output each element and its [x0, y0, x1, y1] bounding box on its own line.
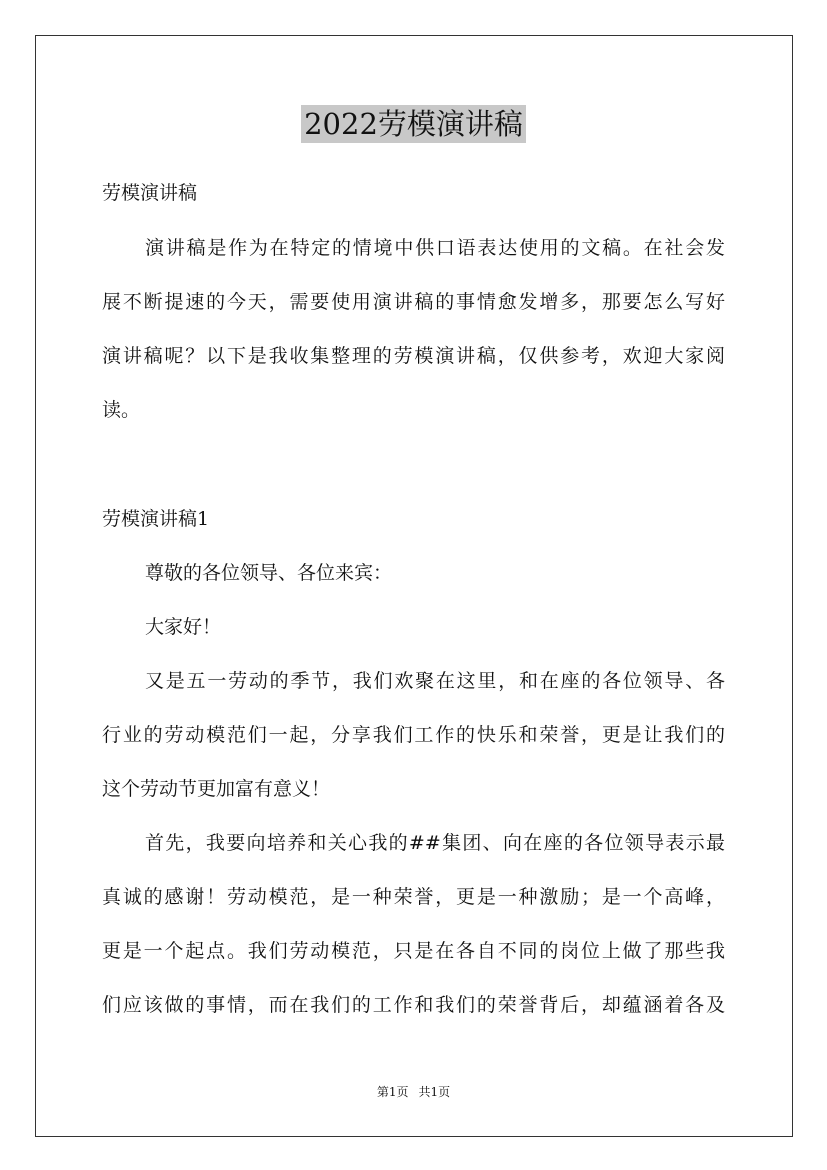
paragraph-line: 行业的劳动模范们一起，分享我们工作的快乐和荣誉，更是让我们的 — [102, 724, 725, 746]
paragraph-line: 真诚的感谢！劳动模范，是一种荣誉，更是一种激励；是一个高峰， — [102, 886, 725, 908]
paragraph-line: 首先，我要向培养和关心我的##集团、向在座的各位领导表示最 — [145, 832, 725, 854]
speech-salutation: 尊敬的各位领导、各位来宾： — [145, 562, 393, 584]
intro-line: 展不断提速的今天，需要使用演讲稿的事情愈发增多，那要怎么写好 — [102, 291, 725, 313]
page-total: 共1页 — [418, 1085, 451, 1099]
page-number: 第1页 — [376, 1085, 409, 1099]
paragraph-line: 们应该做的事情，而在我们的工作和我们的荣誉背后，却蕴涵着各及 — [102, 994, 725, 1016]
title-container — [0, 105, 827, 143]
intro-line: 演讲稿是作为在特定的情境中供口语表达使用的文稿。在社会发 — [145, 237, 725, 259]
section-heading: 劳模演讲稿 — [102, 182, 198, 204]
speech-greeting: 大家好！ — [145, 616, 222, 638]
paragraph-line: 又是五一劳动的季节，我们欢聚在这里，和在座的各位领导、各 — [145, 670, 725, 692]
page-footer — [0, 1083, 827, 1101]
speech-heading: 劳模演讲稿1 — [102, 508, 210, 530]
document-title: 2022劳模演讲稿 — [301, 105, 526, 143]
paragraph-line: 这个劳动节更加富有意义！ — [102, 778, 331, 800]
paragraph-line: 更是一个起点。我们劳动模范，只是在各自不同的岗位上做了那些我 — [102, 940, 725, 962]
intro-line: 读。 — [102, 399, 141, 421]
intro-line: 演讲稿呢？以下是我收集整理的劳模演讲稿，仅供参考，欢迎大家阅 — [102, 345, 725, 367]
